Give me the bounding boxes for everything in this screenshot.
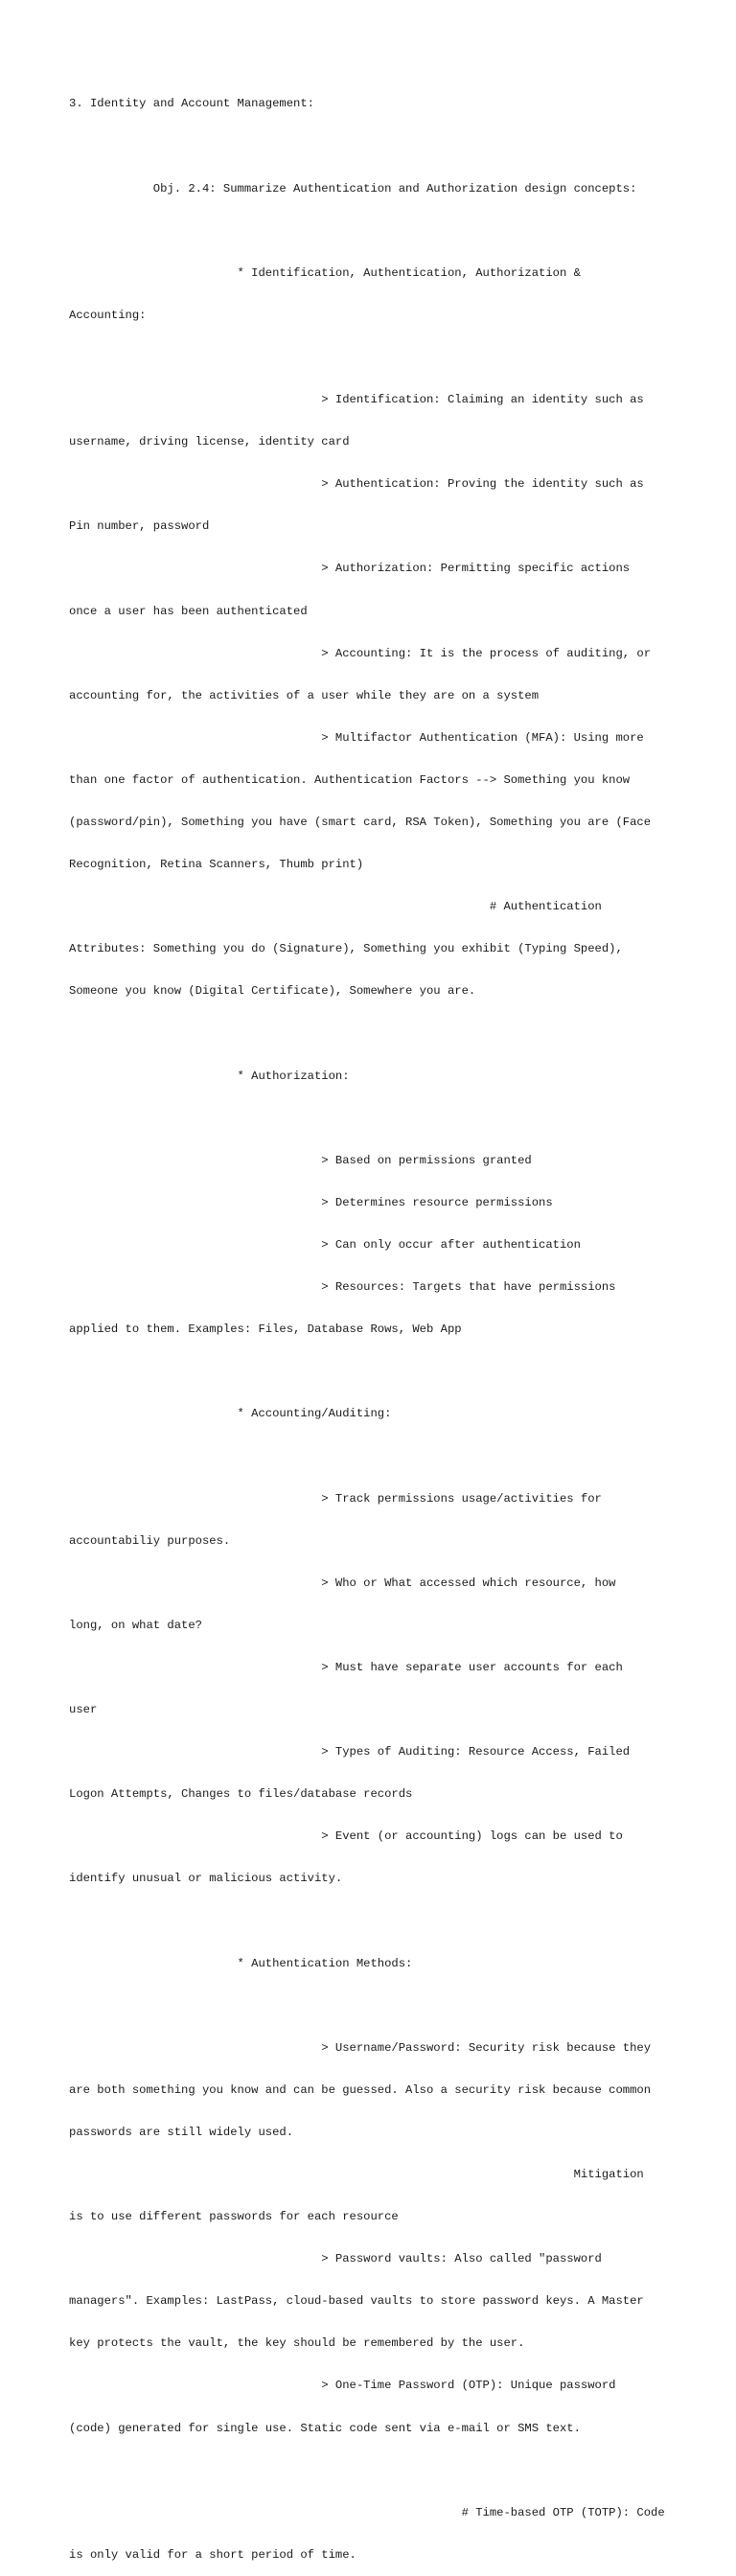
doc-line: # Time-based OTP (TOTP): Code [69,2505,665,2519]
doc-line: > Username/Password: Security risk because they [69,2040,652,2055]
doc-line: 3. Identity and Account Management: [69,97,314,111]
doc-line: is to use different passwords for each resource [69,2210,399,2224]
doc-line: > Who or What accessed which resource, how [69,1576,616,1590]
doc-line: Obj. 2.4: Summarize Authentication and Authorization design concepts: [69,181,637,196]
doc-line: (code) generated for single use. Static code sent via e-mail or SMS text. [69,2421,581,2435]
doc-line: accountabiliy purposes. [69,1533,231,1548]
doc-line: are both something you know and can be guessed. Also a security risk because common [69,2082,652,2097]
doc-line: > Based on permissions granted [69,1153,532,1167]
doc-line: > Multifactor Authentication (MFA): Using more [69,730,644,745]
doc-line: Pin number, password [69,519,210,534]
doc-line: > Must have separate user accounts for each [69,1660,623,1674]
doc-line: passwords are still widely used. [69,2125,294,2139]
doc-line [69,224,682,239]
doc-line: key protects the vault, the key should be remembered by the user. [69,2336,525,2351]
doc-line [69,1999,682,2013]
doc-line: managers". Examples: LastPass, cloud-based vaults to store password keys. A Master [69,2294,644,2309]
doc-line: > Identification: Claiming an identity such as [69,393,644,407]
doc-line: * Authorization: [69,1069,350,1083]
doc-line [69,140,682,154]
doc-line: * Identification, Authentication, Authorization & [69,265,581,280]
doc-line [69,1365,682,1379]
doc-line: username, driving license, identity card [69,435,350,449]
doc-line: > One-Time Password (OTP): Unique password [69,2379,616,2393]
document-body [69,69,682,2576]
doc-line: Accounting: [69,308,147,322]
doc-line: > Can only occur after authentication [69,1237,581,1252]
doc-line: accounting for, the activities of a user while they are on a system [69,688,540,702]
doc-line: is only valid for a short period of time. [69,2547,356,2562]
doc-line [69,351,682,365]
doc-line [69,1449,682,1463]
doc-line: > Types of Auditing: Resource Access, Failed [69,1745,631,1760]
doc-line: (password/pin), Something you have (smart card, RSA Token), Something you are (Face [69,816,652,829]
doc-line: * Authentication Methods: [69,1956,413,1970]
doc-line: > Authentication: Proving the identity such as [69,477,644,492]
doc-line: * Accounting/Auditing: [69,1407,392,1421]
doc-line: Logon Attempts, Changes to files/database records [69,1787,413,1802]
doc-line [69,1112,682,1126]
doc-line [69,1914,682,1928]
doc-line: > Resources: Targets that have permissions [69,1280,616,1295]
doc-line: > Password vaults: Also called "password [69,2252,602,2266]
doc-line: > Determines resource permissions [69,1195,553,1209]
doc-line: > Accounting: It is the process of auditing, or [69,646,652,660]
doc-line: than one factor of authentication. Authentication Factors --> Something you know [69,772,631,787]
doc-line: Recognition, Retina Scanners, Thumb print) [69,858,364,872]
doc-line [69,2464,682,2478]
doc-line: Mitigation [69,2168,644,2181]
doc-line: long, on what date? [69,1618,202,1632]
doc-line: > Authorization: Permitting specific actions [69,562,631,576]
doc-line: identify unusual or malicious activity. [69,1872,343,1886]
doc-line: applied to them. Examples: Files, Database Rows, Web App [69,1322,462,1337]
doc-line: once a user has been authenticated [69,604,308,618]
doc-line: > Track permissions usage/activities for [69,1491,602,1506]
doc-line [69,1026,682,1041]
doc-line: user [69,1702,98,1716]
doc-line: # Authentication [69,900,602,914]
doc-line: Someone you know (Digital Certificate), Somewhere you are. [69,984,476,999]
doc-line: > Event (or accounting) logs can be used to [69,1829,623,1844]
doc-line: Attributes: Something you do (Signature), Something you exhibit (Typing Speed), [69,942,623,956]
